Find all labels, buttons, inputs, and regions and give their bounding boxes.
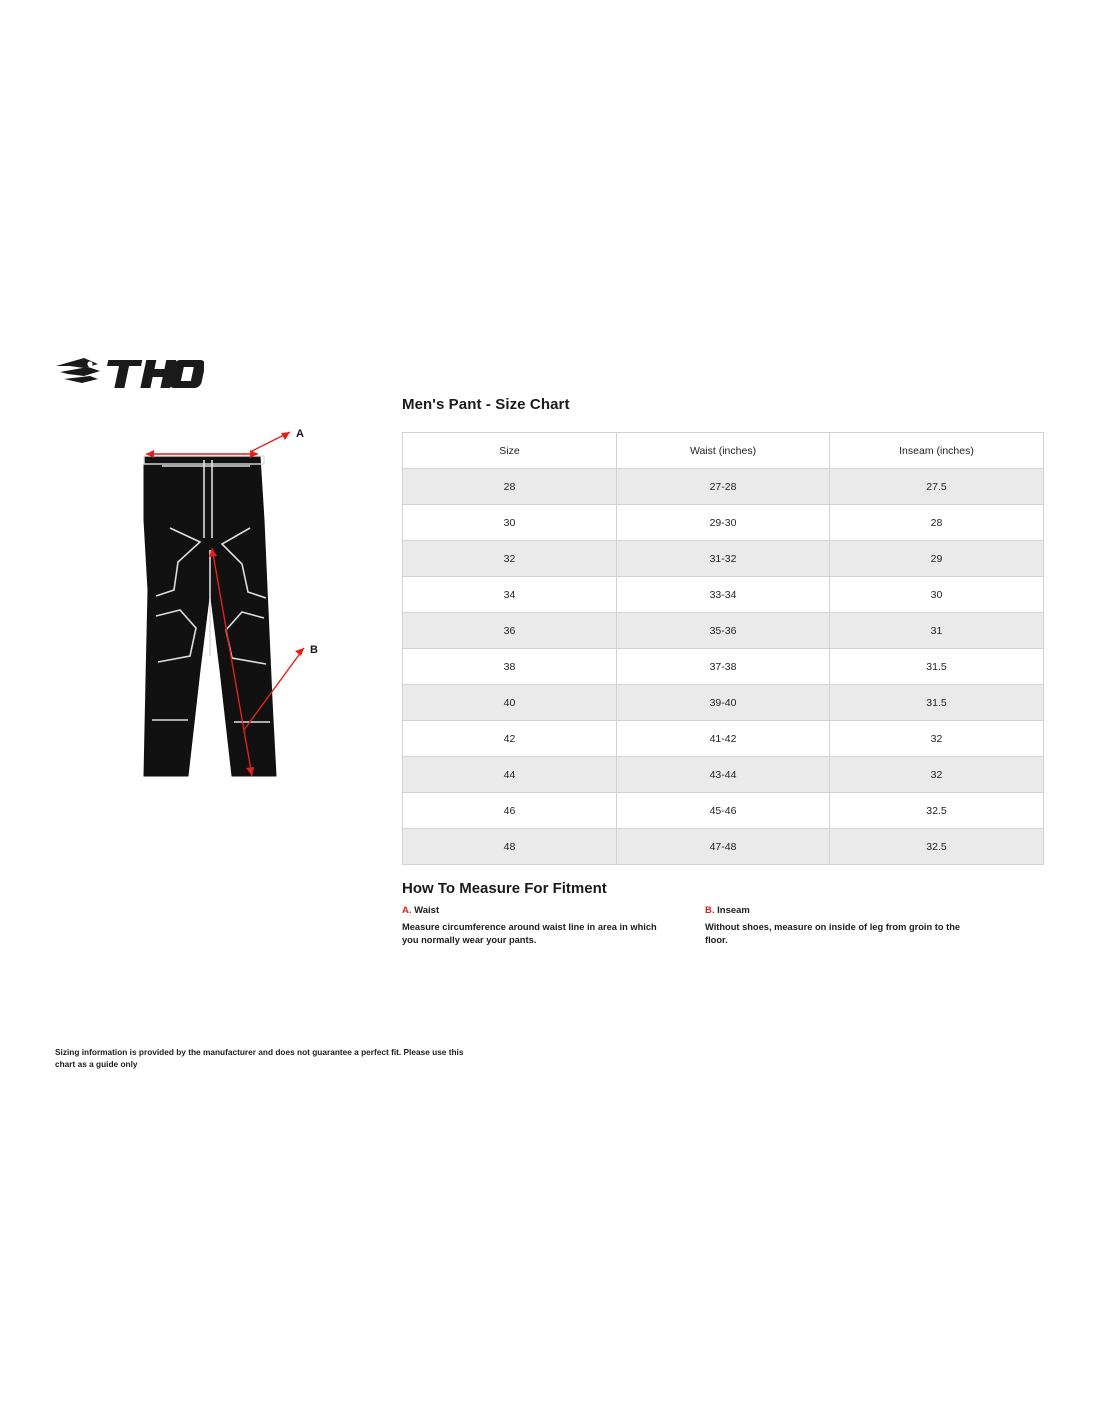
cell-size: 40 <box>403 685 617 721</box>
howto-title: How To Measure For Fitment <box>402 880 607 897</box>
table-row <box>403 613 1044 649</box>
cell-inseam: 30 <box>830 577 1044 613</box>
table-row <box>403 577 1044 613</box>
table-row <box>403 505 1044 541</box>
thor-helmet-logo <box>54 352 204 396</box>
table-row <box>403 793 1044 829</box>
cell-waist: 35-36 <box>617 613 830 649</box>
measure-heading-inseam <box>705 905 975 918</box>
label-b: B <box>310 644 318 656</box>
measure-item-inseam <box>705 905 975 948</box>
cell-size: 46 <box>403 793 617 829</box>
cell-inseam: 28 <box>830 505 1044 541</box>
cell-inseam: 27.5 <box>830 469 1044 505</box>
cell-waist: 45-46 <box>617 793 830 829</box>
column-header-inseam: Inseam (inches) <box>830 433 1044 469</box>
cell-size: 32 <box>403 541 617 577</box>
column-header-waist: Waist (inches) <box>617 433 830 469</box>
pant-illustration <box>100 420 370 840</box>
disclaimer-text: Sizing information is provided by the manufacturer and does not guarantee a perfect fit. Please use this chart as a guide only <box>55 1047 464 1070</box>
table-row <box>403 541 1044 577</box>
waist-measure-line <box>146 432 290 454</box>
measure-letter-b: B. <box>705 905 715 916</box>
cell-waist: 33-34 <box>617 577 830 613</box>
cell-waist: 43-44 <box>617 757 830 793</box>
cell-size: 30 <box>403 505 617 541</box>
cell-size: 38 <box>403 649 617 685</box>
cell-size: 36 <box>403 613 617 649</box>
cell-inseam: 32 <box>830 757 1044 793</box>
measure-text-waist: Measure circumference around waist line in area in which you normally wear your pants. <box>402 921 657 946</box>
measure-letter-a: A. <box>402 905 412 916</box>
cell-inseam: 32.5 <box>830 793 1044 829</box>
size-chart-table <box>402 432 1044 865</box>
table-header-row <box>403 433 1044 469</box>
cell-waist: 31-32 <box>617 541 830 577</box>
cell-size: 34 <box>403 577 617 613</box>
cell-waist: 41-42 <box>617 721 830 757</box>
measure-name-waist: Waist <box>414 905 440 916</box>
table-row <box>403 721 1044 757</box>
cell-size: 42 <box>403 721 617 757</box>
cell-waist: 39-40 <box>617 685 830 721</box>
measure-text-inseam: Without shoes, measure on inside of leg from groin to the floor. <box>705 921 961 946</box>
pant-shape <box>144 456 276 776</box>
column-header-size: Size <box>403 433 617 469</box>
table-row <box>403 685 1044 721</box>
table-row <box>403 829 1044 865</box>
cell-size: 28 <box>403 469 617 505</box>
label-a: A <box>296 428 304 440</box>
table-row <box>403 469 1044 505</box>
table-row <box>403 757 1044 793</box>
brand-logo <box>54 352 204 396</box>
cell-inseam: 32.5 <box>830 829 1044 865</box>
table-row <box>403 649 1044 685</box>
cell-size: 48 <box>403 829 617 865</box>
cell-waist: 47-48 <box>617 829 830 865</box>
cell-waist: 37-38 <box>617 649 830 685</box>
cell-inseam: 29 <box>830 541 1044 577</box>
cell-waist: 29-30 <box>617 505 830 541</box>
cell-waist: 27-28 <box>617 469 830 505</box>
measure-item-waist <box>402 905 672 948</box>
cell-size: 44 <box>403 757 617 793</box>
cell-inseam: 31.5 <box>830 649 1044 685</box>
measure-name-inseam: Inseam <box>717 905 750 916</box>
page-title: Men's Pant - Size Chart <box>402 396 570 413</box>
measure-heading-waist <box>402 905 672 918</box>
cell-inseam: 31 <box>830 613 1044 649</box>
cell-inseam: 31.5 <box>830 685 1044 721</box>
cell-inseam: 32 <box>830 721 1044 757</box>
